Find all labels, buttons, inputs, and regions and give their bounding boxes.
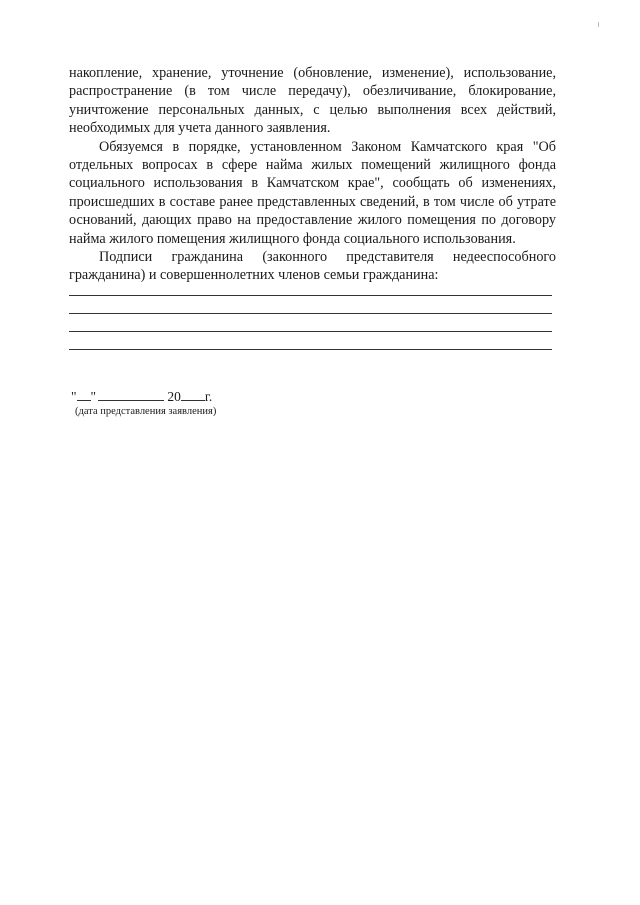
obligation-paragraph: Обязуемся в порядке, установленном Законом Камчатского края "Об отдельных вопросах в сфере найма жилых помещений жилищного фонда социального использования в Камчатском крае", сообщать об изменениях, происшедших в составе ранее представленных сведений, в том числе об утрате оснований, дающих право на предоставление жилого помещения по договору найма жилого помещения жилищного фонда социального использования. bbox=[69, 138, 556, 247]
signature-line bbox=[69, 295, 552, 296]
consent-paragraph: накопление, хранение, уточнение (обновление, изменение), использование, распространение (в том числе передачу), обезличивание, блокирование, уничтожение персональных данных, с целью выполнения всех действий, необходимых для учета данного заявления. bbox=[69, 65, 556, 137]
month-blank bbox=[98, 388, 164, 401]
day-blank bbox=[77, 388, 91, 401]
scan-mark bbox=[598, 22, 599, 27]
year-prefix: 20 bbox=[167, 389, 181, 404]
close-quote: " bbox=[90, 389, 97, 404]
signature-line bbox=[69, 331, 552, 332]
signature-lines bbox=[69, 295, 556, 350]
date-caption: (дата представления заявления) bbox=[75, 406, 217, 417]
signature-line bbox=[69, 349, 552, 350]
year-suffix: г. bbox=[204, 389, 213, 404]
date-block bbox=[71, 388, 216, 418]
year-blank bbox=[181, 388, 205, 401]
open-quote: " bbox=[71, 389, 77, 404]
date-field bbox=[71, 388, 216, 405]
signature-line bbox=[69, 313, 552, 314]
signatures-heading: Подписи гражданина (законного представителя недееспособного гражданина) и совершеннолетних членов семьи гражданина: bbox=[69, 249, 556, 284]
document-body bbox=[69, 64, 556, 367]
